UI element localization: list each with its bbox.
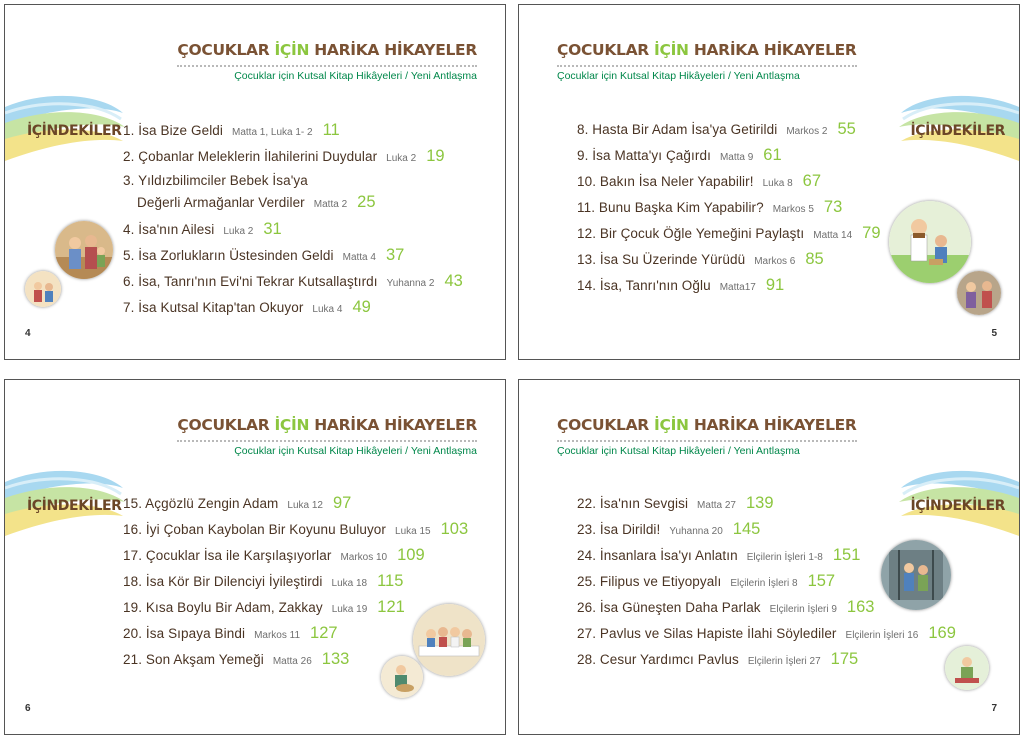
scripture-reference: Luka 12 xyxy=(287,500,323,511)
page-number-link: 127 xyxy=(310,624,338,642)
page-header xyxy=(557,416,857,457)
scripture-reference: Elçilerin İşleri 27 xyxy=(747,656,821,667)
toc-entry[interactable] xyxy=(123,147,445,166)
dotted-rule xyxy=(177,61,477,67)
series-subtitle: Çocuklar için Kutsal Kitap Hikâyeleri / Yeni Antlaşma xyxy=(234,445,477,457)
page-number-link: 169 xyxy=(928,624,956,642)
scripture-reference: Luka 15 xyxy=(395,526,431,537)
series-title: ÇOCUKLAR İÇİN HARİKA HİKAYELER xyxy=(177,416,477,434)
series-subtitle: Çocuklar için Kutsal Kitap Hikâyeleri / Yeni Antlaşma xyxy=(234,70,477,82)
toc-entry[interactable] xyxy=(577,146,782,165)
page-number-link: 175 xyxy=(830,650,859,668)
entry-title: 10. Bakın İsa Neler Yapabilir! xyxy=(577,174,754,189)
scripture-reference: Matta 1, Luka 1- 2 xyxy=(232,127,313,138)
last-supper-illustration xyxy=(413,604,485,676)
scripture-reference: Markos 11 xyxy=(254,630,301,641)
page-number-link: 115 xyxy=(377,572,404,590)
page-number-link: 163 xyxy=(846,598,875,616)
toc-entry[interactable] xyxy=(123,546,425,565)
scripture-reference: Luka 2 xyxy=(223,226,254,237)
contents-banner xyxy=(5,460,125,540)
scripture-reference: Matta 26 xyxy=(272,656,312,667)
entry-title: 23. İsa Dirildi! xyxy=(577,522,661,537)
entry-title: 22. İsa'nın Sevgisi xyxy=(577,496,689,511)
page-number-link: 151 xyxy=(832,546,861,564)
scripture-reference: Matta 2 xyxy=(313,199,348,210)
series-subtitle: Çocuklar için Kutsal Kitap Hikâyeleri / Yeni Antlaşma xyxy=(557,70,800,82)
entry-title: 20. İsa Sıpaya Bindi xyxy=(123,626,246,641)
dotted-rule xyxy=(177,436,477,442)
toc-entry[interactable] xyxy=(123,246,404,265)
page-header xyxy=(557,41,857,82)
page-number-link: 109 xyxy=(397,546,425,564)
series-title: ÇOCUKLAR İÇİN HARİKA HİKAYELER xyxy=(557,41,857,59)
toc-entry[interactable] xyxy=(123,494,351,513)
scripture-reference: Luka 19 xyxy=(331,604,368,615)
toc-entry[interactable] xyxy=(123,520,468,539)
entry-title: 12. Bir Çocuk Öğle Yemeğini Paylaştı xyxy=(577,226,805,241)
toc-entry[interactable] xyxy=(123,298,371,317)
helper-illustration xyxy=(945,646,989,690)
scripture-reference: Elçilerin İşleri 16 xyxy=(845,630,919,641)
toc-entry[interactable] xyxy=(577,598,874,617)
scripture-reference: Luka 4 xyxy=(312,304,343,315)
family-illustration xyxy=(55,221,113,279)
page-number: 4 xyxy=(25,328,31,339)
page-number-link: 61 xyxy=(763,146,782,164)
scripture-reference: Markos 10 xyxy=(340,552,388,563)
entry-title: 15. Açgözlü Zengin Adam xyxy=(123,496,279,511)
entry-title: 9. İsa Matta'yı Çağırdı xyxy=(577,148,711,163)
page-number-link: 91 xyxy=(765,276,785,294)
toc-entry[interactable] xyxy=(577,494,774,513)
entry-title: 5. İsa Zorlukların Üstesinden Geldi xyxy=(123,248,334,263)
toc-entry-line xyxy=(123,193,376,212)
disciples-illustration xyxy=(957,271,1001,315)
scripture-reference: Markos 5 xyxy=(772,204,814,215)
toc-entry[interactable] xyxy=(577,546,860,565)
toc-page-5 xyxy=(518,4,1020,360)
toc-page-4 xyxy=(4,4,506,360)
page-number-link: 31 xyxy=(263,220,282,238)
series-subtitle: Çocuklar için Kutsal Kitap Hikâyeleri / Yeni Antlaşma xyxy=(557,445,800,457)
entry-title: 27. Pavlus ve Silas Hapiste İlahi Söylediler xyxy=(577,626,837,641)
page-number-link: 67 xyxy=(802,172,821,190)
entry-title: 8. Hasta Bir Adam İsa'ya Getirildi xyxy=(577,122,778,137)
dotted-rule xyxy=(557,436,857,442)
page-number-link: 11 xyxy=(322,121,340,139)
page-number-link: 133 xyxy=(321,650,350,668)
entry-title: 19. Kısa Boylu Bir Adam, Zakkay xyxy=(123,600,323,615)
toc-entry[interactable] xyxy=(577,198,842,217)
toc-entry[interactable] xyxy=(123,173,376,212)
page-number-link: 19 xyxy=(426,147,445,165)
entry-title: 18. İsa Kör Bir Dilenciyi İyileştirdi xyxy=(123,574,323,589)
toc-entry[interactable] xyxy=(123,650,349,669)
dotted-rule xyxy=(557,61,857,67)
scripture-reference: Luka 2 xyxy=(386,153,417,164)
scripture-reference: Markos 6 xyxy=(754,256,796,267)
page-number: 5 xyxy=(991,328,997,339)
toc-entry[interactable] xyxy=(577,172,821,191)
entry-title: 24. İnsanlara İsa'yı Anlatın xyxy=(577,548,738,563)
page-number-link: 55 xyxy=(837,120,856,138)
contents-label: İÇİNDEKİLER xyxy=(910,498,1005,514)
entry-title: 13. İsa Su Üzerinde Yürüdü xyxy=(577,252,746,267)
toc-page-7 xyxy=(518,379,1020,735)
contents-banner xyxy=(899,85,1019,165)
page-number-link: 139 xyxy=(745,494,774,512)
page-header xyxy=(177,416,477,457)
toc-entry[interactable] xyxy=(577,624,956,643)
toc-entry-line xyxy=(123,173,376,188)
page-header xyxy=(177,41,477,82)
scripture-reference: Matta 14 xyxy=(813,230,853,241)
page-number-link: 97 xyxy=(333,494,352,512)
entry-title: 17. Çocuklar İsa ile Karşılaşıyorlar xyxy=(123,548,332,563)
page-number-link: 79 xyxy=(862,224,881,242)
prison-illustration xyxy=(881,540,951,610)
entry-title: 16. İyi Çoban Kaybolan Bir Koyunu Buluyor xyxy=(123,522,387,537)
entry-title: 21. Son Akşam Yemeği xyxy=(123,652,264,667)
scripture-reference: Matta17 xyxy=(719,282,756,293)
series-title: ÇOCUKLAR İÇİN HARİKA HİKAYELER xyxy=(177,41,477,59)
entry-title: 3. Yıldızbilimciler Bebek İsa'ya xyxy=(123,173,308,188)
scripture-reference: Yuhanna 20 xyxy=(669,526,723,537)
page-number-link: 37 xyxy=(385,246,405,264)
scripture-reference: Elçilerin İşleri 1-8 xyxy=(746,552,823,563)
scripture-reference: Matta 4 xyxy=(342,252,376,263)
entry-title: 4. İsa'nın Ailesi xyxy=(123,222,215,237)
scripture-reference: Yuhanna 2 xyxy=(386,278,435,289)
page-number-link: 25 xyxy=(357,193,376,211)
scripture-reference: Matta 9 xyxy=(719,152,754,163)
bread-illustration xyxy=(381,656,423,698)
contents-banner xyxy=(899,460,1019,540)
page-number: 6 xyxy=(25,703,31,714)
contents-banner xyxy=(5,85,125,165)
toc-entry[interactable] xyxy=(577,520,760,539)
toc-entry[interactable] xyxy=(123,220,282,239)
page-number-link: 145 xyxy=(732,520,761,538)
page-number-link: 49 xyxy=(352,298,371,316)
scripture-reference: Elçilerin İşleri 8 xyxy=(730,578,798,589)
contents-label: İÇİNDEKİLER xyxy=(27,123,122,139)
scripture-reference: Elçilerin İşleri 9 xyxy=(769,604,837,615)
entry-title: 7. İsa Kutsal Kitap'tan Okuyor xyxy=(123,300,304,315)
entry-title: 1. İsa Bize Geldi xyxy=(123,123,223,138)
toc-entry[interactable] xyxy=(123,598,405,617)
scripture-reference: Luka 8 xyxy=(762,178,793,189)
contents-label: İÇİNDEKİLER xyxy=(27,498,122,514)
toc-entry[interactable] xyxy=(123,272,463,291)
page-number-link: 121 xyxy=(377,598,405,616)
page-number-link: 157 xyxy=(807,572,836,590)
page-number-link: 85 xyxy=(805,250,824,268)
entry-title: 25. Filipus ve Etiyopyalı xyxy=(577,574,722,589)
entry-title: 28. Cesur Yardımcı Pavlus xyxy=(577,652,739,667)
toc-page-6 xyxy=(4,379,506,735)
page-number: 7 xyxy=(991,703,997,714)
entry-title: 2. Çobanlar Meleklerin İlahilerini Duydular xyxy=(123,149,378,164)
entry-title: 6. İsa, Tanrı'nın Evi'ni Tekrar Kutsallaştırdı xyxy=(123,274,378,289)
toc-entry[interactable] xyxy=(577,572,835,591)
scripture-reference: Matta 27 xyxy=(697,500,736,511)
scripture-reference: Markos 2 xyxy=(786,126,828,137)
series-title: ÇOCUKLAR İÇİN HARİKA HİKAYELER xyxy=(557,416,857,434)
entry-title: 11. Bunu Başka Kim Yapabilir? xyxy=(577,200,764,215)
entry-title-continued: Değerli Armağanlar Verdiler xyxy=(137,195,305,210)
nativity-illustration xyxy=(25,271,61,307)
toc-entry[interactable] xyxy=(123,572,403,591)
entry-title: 26. İsa Güneşten Daha Parlak xyxy=(577,600,761,615)
toc-entry[interactable] xyxy=(577,224,881,243)
entry-title: 14. İsa, Tanrı'nın Oğlu xyxy=(577,278,711,293)
page-number-link: 103 xyxy=(440,520,469,538)
toc-entry[interactable] xyxy=(577,276,784,295)
scripture-reference: Luka 18 xyxy=(331,578,368,589)
page-number-link: 43 xyxy=(444,272,463,290)
toc-entry[interactable] xyxy=(577,250,824,269)
toc-entry[interactable] xyxy=(577,650,858,669)
toc-entry[interactable] xyxy=(577,120,856,139)
toc-entry[interactable] xyxy=(123,121,340,140)
page-number-link: 73 xyxy=(823,198,843,216)
contents-label: İÇİNDEKİLER xyxy=(910,123,1005,139)
toc-entry[interactable] xyxy=(123,624,338,643)
